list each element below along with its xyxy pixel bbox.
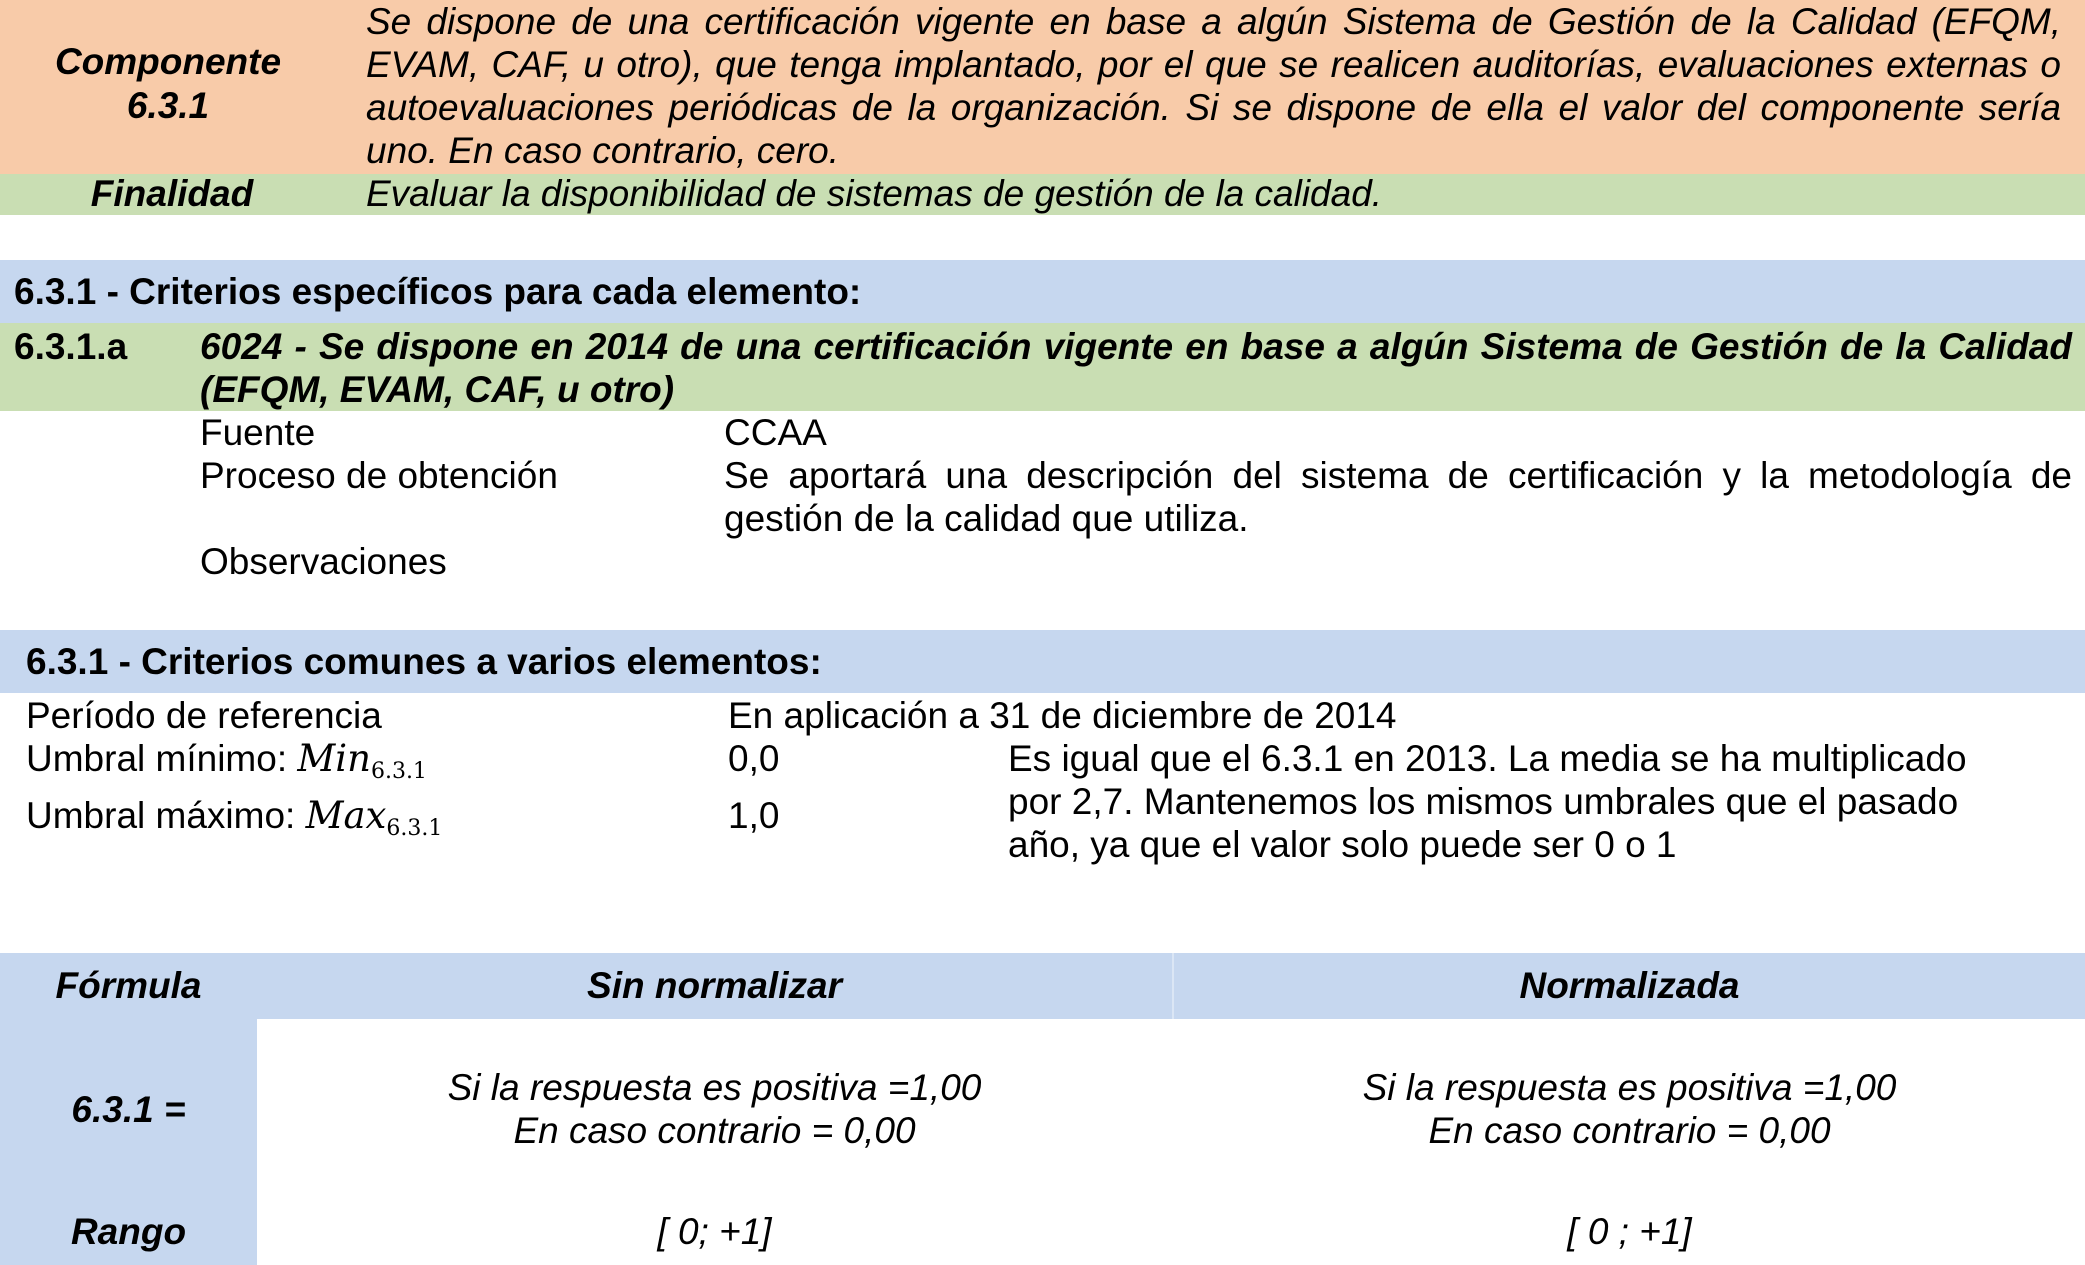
umbral-minimo-symbol: Min6.3.1 xyxy=(297,737,427,784)
umbral-maximo-value: 1,0 xyxy=(728,795,780,836)
normalizada-formula xyxy=(1174,1066,2085,1152)
umbral-maximo-symbol: Max6.3.1 xyxy=(305,794,443,841)
rango-label: Rango xyxy=(70,1211,187,1252)
umbral-nota: Es igual que el 6.3.1 en 2013. La media se ha multiplicado por 2,7. Mantenemos los mismos umbrales que el pasado año, ya que el valor solo puede ser 0 o 1 xyxy=(1008,738,1967,865)
normalizada-column-header: Normalizada xyxy=(1519,965,1740,1006)
umbral-maximo-label xyxy=(26,794,442,850)
formula-row-label: 6.3.1 = xyxy=(71,1089,186,1130)
finalidad-description: Evaluar la disponibilidad de sistemas de gestión de la calidad. xyxy=(366,173,1383,214)
normalizada-line2: En caso contrario = 0,00 xyxy=(1428,1110,1831,1151)
umbral-maximo-text: Umbral máximo: xyxy=(26,795,296,836)
componente-label xyxy=(0,40,336,128)
fuente-value: CCAA xyxy=(724,412,827,453)
umbral-minimo-text: Umbral mínimo: xyxy=(26,738,288,779)
sin-normalizar-line2: En caso contrario = 0,00 xyxy=(513,1110,916,1151)
sin-normalizar-line1: Si la respuesta es positiva =1,00 xyxy=(447,1067,982,1108)
sin-normalizar-formula xyxy=(257,1066,1172,1152)
proceso-value: Se aportará una descripción del sistema de certificación y la metodología de gestión de la calidad que utiliza. xyxy=(724,455,2072,539)
rango-sin-normalizar: [ 0; +1] xyxy=(657,1211,772,1252)
comunes-section-title: 6.3.1 - Criterios comunes a varios elementos: xyxy=(0,630,2085,693)
normalizada-line1: Si la respuesta es positiva =1,00 xyxy=(1362,1067,1897,1108)
componente-label-line2: 6.3.1 xyxy=(126,85,210,126)
element-title: 6024 - Se dispone en 2014 de una certificación vigente en base a algún Sistema de Gestión de la Calidad (EFQM, EVAM, CAF, u otro) xyxy=(200,326,2072,410)
umbral-minimo-value: 0,0 xyxy=(728,738,780,779)
especificos-section-title: 6.3.1 - Criterios específicos para cada elemento: xyxy=(0,260,2085,323)
proceso-label: Proceso de obtención xyxy=(200,455,558,496)
sin-normalizar-column-header: Sin normalizar xyxy=(587,965,842,1006)
observaciones-label: Observaciones xyxy=(200,541,447,582)
componente-description: Se dispone de una certificación vigente en base a algún Sistema de Gestión de la Calidad (EFQM, EVAM, CAF, u otro), que tenga implantado, por el que se realicen auditorías, evaluaciones externas o autoevaluaciones periódicas de la organización. Si se dispone de ella el valor del componente sería uno. En caso contrario, cero. xyxy=(366,1,2061,171)
rango-normalizada: [ 0 ; +1] xyxy=(1567,1211,1692,1252)
fuente-label: Fuente xyxy=(200,412,316,453)
componente-label-line1: Componente xyxy=(54,41,282,82)
element-code: 6.3.1.a xyxy=(14,326,128,367)
formula-column-header: Fórmula xyxy=(55,965,202,1006)
periodo-label: Período de referencia xyxy=(26,695,382,736)
finalidad-label: Finalidad xyxy=(90,173,254,214)
umbral-minimo-label xyxy=(26,737,427,793)
periodo-value: En aplicación a 31 de diciembre de 2014 xyxy=(728,695,1397,736)
